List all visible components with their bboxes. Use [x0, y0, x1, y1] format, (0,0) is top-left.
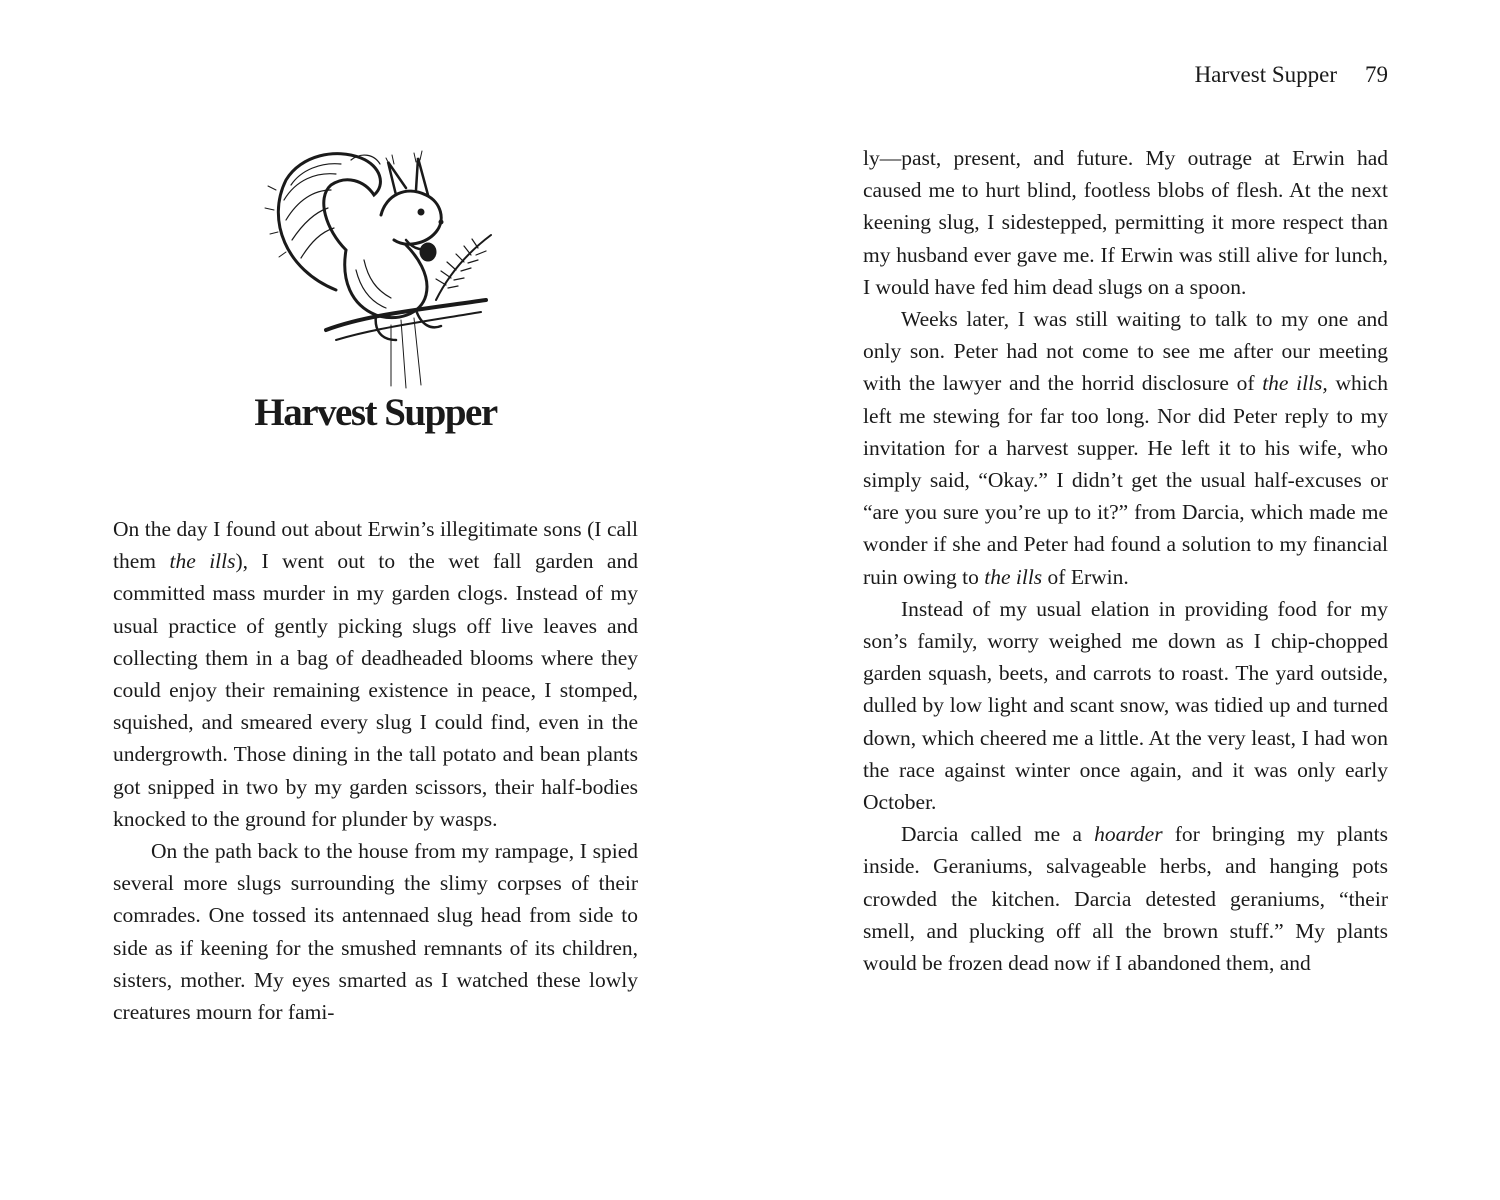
paragraph: On the day I found out about Erwin’s illegitimate sons (I call them the ills), I went out to the wet fall garden and committed mass murder in my garden clogs. Instead of my usual practice of gently picking slugs off live leaves and collecting them in a bag of deadheaded blooms where they could enjoy their remaining existence in peace, I stomped, squished, and smeared every slug I could find, even in the undergrowth. Those dining in the tall potato and bean plants got snipped in two by my garden scissors, their half-bodies knocked to the ground for plunder by wasps. [113, 516, 638, 831]
running-head [1195, 62, 1388, 88]
left-page [113, 140, 638, 1028]
paragraph: ly—past, present, and future. My outrage at Erwin had caused me to hurt blind, footless blobs of flesh. At the next keening slug, I sidestepped, permitting it more respect than my husband ever gave me. If Erwin was still alive for lunch, I would have fed him dead slugs on a spoon. [863, 146, 1388, 299]
page-number: 79 [1365, 62, 1388, 87]
running-head-title: Harvest Supper [1194, 62, 1337, 87]
paragraph: Darcia called me a hoarder for bringing my plants inside. Geraniums, salvageable herbs, and hanging pots crowded the kitchen. Darcia detested geraniums, “their smell, and plucking off all the brown stuff.” My plants would be frozen dead now if I abandoned them, and [863, 822, 1388, 976]
chapter-title: Harvest Supper [254, 391, 497, 434]
paragraph: Weeks later, I was still waiting to talk to my one and only son. Peter had not come to see me after our meeting with the lawyer and the horrid disclosure of the ills, which left me stewing for far too long. Nor did Peter reply to my invitation for a harvest supper. He left it to his wife, who simply said, “Okay.” I didn’t get the usual half-excuses or “are you sure you’re up to it?” from Darcia, which made me wonder if she and Peter had found a solution to my financial ruin owing to the ills of Erwin. [863, 307, 1388, 589]
paragraph: Instead of my usual elation in providing food for my son’s family, worry weighed me down as I chip-chopped garden squash, beets, and carrots to roast. The yard outside, dulled by low light and scant snow, was tidied up and turned down, which cheered me a little. At the very least, I had won the race against winter once again, and it was only early October. [863, 596, 1388, 815]
right-page [863, 142, 1388, 979]
paragraph: On the path back to the house from my rampage, I spied several more slugs surrounding the slimy corpses of their comrades. One tossed its antennaed slug head from side to side as if keening for the smushed remnants of its children, sisters, mother. My eyes smarted as I watched these lowly creatures mourn for fami- [113, 838, 638, 1024]
squirrel-illustration [256, 140, 496, 390]
